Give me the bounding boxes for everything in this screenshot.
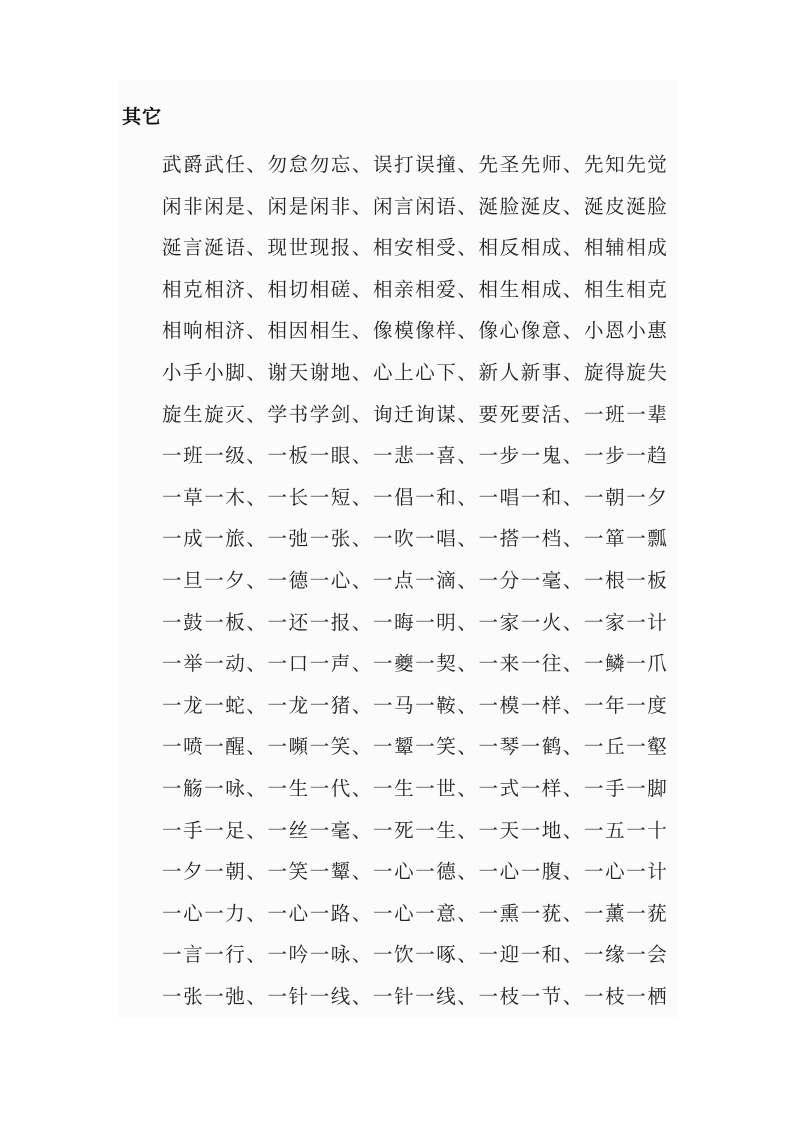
idiom-line: 一心一力、一心一路、一心一意、一熏一莸、一薰一莸 bbox=[162, 901, 669, 925]
idiom-line: 一草一木、一长一短、一倡一和、一唱一和、一朝一夕 bbox=[162, 485, 669, 509]
idiom-line: 相响相济、相因相生、像模像样、像心像意、小恩小惠 bbox=[162, 319, 669, 343]
idiom-line: 闲非闲是、闲是闲非、闲言闲语、涎脸涎皮、涎皮涎脸 bbox=[162, 194, 669, 218]
idiom-line: 一手一足、一丝一毫、一死一生、一天一地、一五一十 bbox=[162, 818, 669, 842]
section-title: 其它 bbox=[122, 106, 163, 128]
idiom-line: 一张一弛、一针一线、一针一线、一枝一节、一枝一栖 bbox=[162, 984, 669, 1008]
idiom-line: 一夕一朝、一笑一颦、一心一德、一心一腹、一心一计 bbox=[162, 860, 669, 884]
idiom-line: 一觞一咏、一生一代、一生一世、一式一样、一手一脚 bbox=[162, 776, 669, 800]
idiom-line: 一龙一蛇、一龙一猪、一马一鞍、一模一样、一年一度 bbox=[162, 693, 669, 717]
idiom-line: 一言一行、一吟一咏、一饮一啄、一迎一和、一缘一会 bbox=[162, 943, 669, 967]
idiom-line: 旋生旋灭、学书学剑、询迁询谋、要死要活、一班一辈 bbox=[162, 402, 669, 426]
idiom-list bbox=[162, 144, 672, 1017]
idiom-line: 一举一动、一口一声、一夔一契、一来一往、一鳞一爪 bbox=[162, 652, 669, 676]
idiom-line: 一鼓一板、一还一报、一晦一明、一家一火、一家一计 bbox=[162, 610, 669, 634]
idiom-line: 武爵武任、勿怠勿忘、误打误撞、先圣先师、先知先觉 bbox=[162, 153, 669, 176]
idiom-line: 一旦一夕、一德一心、一点一滴、一分一毫、一根一板 bbox=[162, 568, 669, 592]
idiom-line: 一喷一醒、一嚬一笑、一颦一笑、一琴一鹤、一丘一壑 bbox=[162, 735, 669, 759]
idiom-line: 一成一旅、一弛一张、一吹一唱、一搭一档、一箪一瓢 bbox=[162, 527, 669, 551]
idiom-line: 相克相济、相切相磋、相亲相爱、相生相成、相生相克 bbox=[162, 277, 669, 301]
idiom-line: 一班一级、一板一眼、一悲一喜、一步一鬼、一步一趋 bbox=[162, 444, 669, 468]
idiom-line: 小手小脚、谢天谢地、心上心下、新人新事、旋得旋失 bbox=[162, 360, 669, 384]
idiom-line: 涎言涎语、现世现报、相安相受、相反相成、相辅相成 bbox=[162, 236, 669, 260]
